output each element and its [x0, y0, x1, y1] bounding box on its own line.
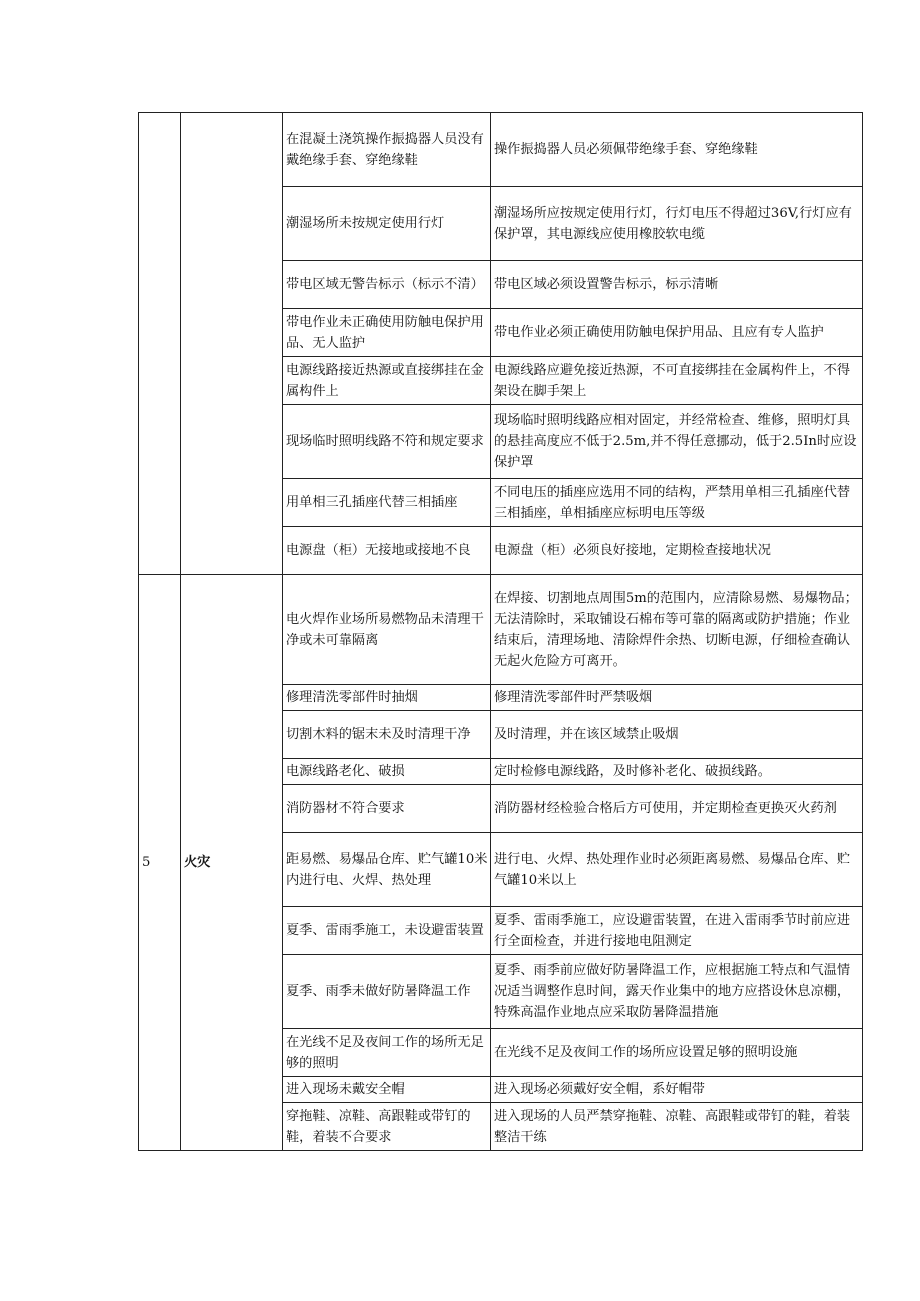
control-measure-cell: 及时清理，并在该区域禁止吸烟 — [491, 711, 863, 759]
hazard-description-cell: 修理清洗零部件时抽烟 — [283, 685, 491, 711]
table-row — [139, 113, 863, 187]
control-measure-cell: 现场临时照明线路应相对固定，并经常检查、维修，照明灯具的悬挂高度应不低于2.5m,并不得任意挪动，低于2.5In时应设保护罩 — [491, 405, 863, 479]
hazard-description-cell: 潮湿场所未按规定使用行灯 — [283, 187, 491, 261]
control-measure-cell: 在焊接、切割地点周围5m的范围内，应清除易燃、易爆物品；无法清除时，采取铺设石棉布等可靠的隔离或防护措施；作业结束后，清理场地、清除焊件余热、切断电源，仔细检查确认无起火危险方可离开。 — [491, 575, 863, 685]
control-measure-cell: 带电作业必须正确使用防触电保护用品、且应有专人监护 — [491, 309, 863, 357]
table-row — [139, 575, 863, 685]
control-measure-cell: 修理清洗零部件时严禁吸烟 — [491, 685, 863, 711]
hazard-category-cell: 火灾 — [181, 575, 283, 1151]
hazard-description-cell: 切割木料的锯末未及时清理干净 — [283, 711, 491, 759]
hazard-description-cell: 夏季、雨季未做好防暑降温工作 — [283, 955, 491, 1029]
control-measure-cell: 消防器材经检验合格后方可使用，并定期检查更换灭火药剂 — [491, 785, 863, 833]
hazard-description-cell: 带电作业未正确使用防触电保护用品、无人监护 — [283, 309, 491, 357]
hazard-description-cell: 夏季、雷雨季施工，未设避雷装置 — [283, 907, 491, 955]
hazard-description-cell: 进入现场未戴安全帽 — [283, 1077, 491, 1103]
control-measure-cell: 夏季、雨季前应做好防暑降温工作，应根据施工特点和气温情况适当调整作息时间，露天作业集中的地方应搭设休息凉棚，特殊高温作业地点应采取防暑降温措施 — [491, 955, 863, 1029]
hazard-description-cell: 电火焊作业场所易燃物品未清理干净或未可靠隔离 — [283, 575, 491, 685]
control-measure-cell: 电源盘（柜）必须良好接地，定期检查接地状况 — [491, 527, 863, 575]
hazard-description-cell: 带电区域无警告标示（标示不清） — [283, 261, 491, 309]
row-number-cell — [139, 113, 181, 575]
hazard-description-cell: 现场临时照明线路不符和规定要求 — [283, 405, 491, 479]
hazard-description-cell: 电源线路老化、破损 — [283, 759, 491, 785]
hazard-description-cell: 在光线不足及夜间工作的场所无足够的照明 — [283, 1029, 491, 1077]
control-measure-cell: 夏季、雷雨季施工，应设避雷装置，在进入雷雨季节时前应进行全面检查，并进行接地电阻测定 — [491, 907, 863, 955]
hazard-description-cell: 距易燃、易爆品仓库、贮气罐10米内进行电、火焊、热处理 — [283, 833, 491, 907]
row-number-cell: 5 — [139, 575, 181, 1151]
control-measure-cell: 进行电、火焊、热处理作业时必须距离易燃、易爆品仓库、贮气罐10米以上 — [491, 833, 863, 907]
control-measure-cell: 定时检修电源线路，及时修补老化、破损线路。 — [491, 759, 863, 785]
hazard-category-cell — [181, 113, 283, 575]
hazard-description-cell: 电源盘（柜）无接地或接地不良 — [283, 527, 491, 575]
control-measure-cell: 电源线路应避免接近热源，不可直接绑挂在金属构件上，不得架设在脚手架上 — [491, 357, 863, 405]
hazard-description-cell: 电源线路接近热源或直接绑挂在金属构件上 — [283, 357, 491, 405]
control-measure-cell: 进入现场的人员严禁穿拖鞋、凉鞋、高跟鞋或带钉的鞋，着装整洁干练 — [491, 1103, 863, 1151]
control-measure-cell: 带电区域必须设置警告标示，标示清晰 — [491, 261, 863, 309]
hazard-description-cell: 穿拖鞋、凉鞋、高跟鞋或带钉的鞋，着装不合要求 — [283, 1103, 491, 1151]
hazard-description-cell: 用单相三孔插座代替三相插座 — [283, 479, 491, 527]
control-measure-cell: 潮湿场所应按规定使用行灯，行灯电压不得超过36V,行灯应有保护罩，其电源线应使用橡胶软电缆 — [491, 187, 863, 261]
hazard-description-cell: 消防器材不符合要求 — [283, 785, 491, 833]
hazard-table — [138, 112, 863, 1151]
hazard-description-cell: 在混凝土浇筑操作振捣器人员没有戴绝缘手套、穿绝缘鞋 — [283, 113, 491, 187]
control-measure-cell: 在光线不足及夜间工作的场所应设置足够的照明设施 — [491, 1029, 863, 1077]
control-measure-cell: 不同电压的插座应选用不同的结构，严禁用单相三孔插座代替三相插座，单相插座应标明电压等级 — [491, 479, 863, 527]
table-body — [139, 113, 863, 1151]
control-measure-cell: 操作振捣器人员必须佩带绝缘手套、穿绝缘鞋 — [491, 113, 863, 187]
control-measure-cell: 进入现场必须戴好安全帽，系好帽带 — [491, 1077, 863, 1103]
